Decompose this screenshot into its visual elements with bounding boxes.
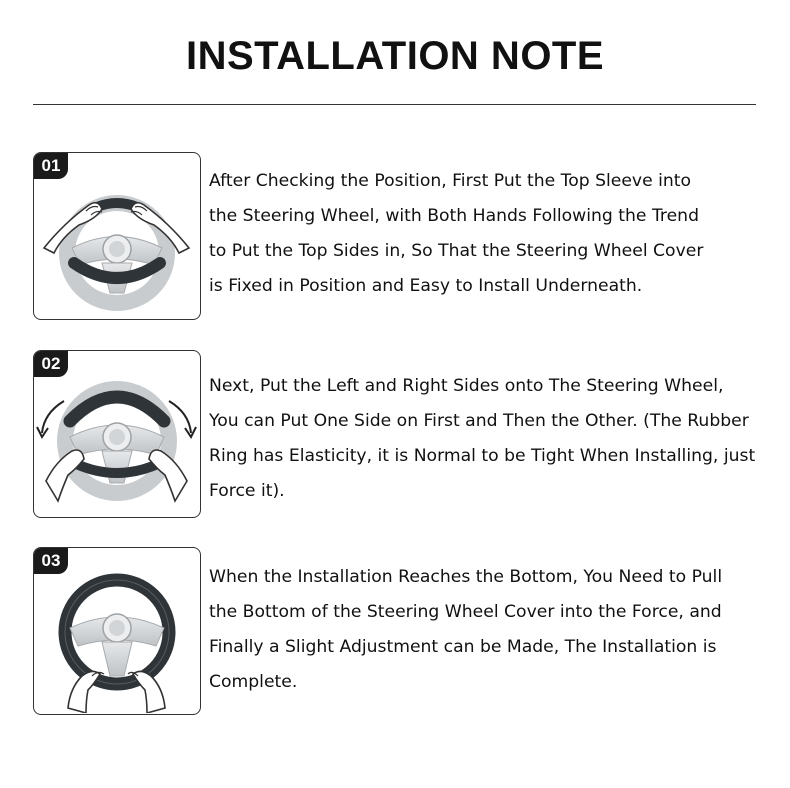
step-2-illustration xyxy=(33,350,201,518)
page-title: INSTALLATION NOTE xyxy=(185,34,605,78)
step-1-line-4: is Fixed in Position and Easy to Install Underneath. xyxy=(209,276,643,296)
step-1-number-badge: 01 xyxy=(34,153,68,179)
step-1-line-3: to Put the Top Sides in, So That the Steering Wheel Cover xyxy=(209,241,704,261)
step-3-illustration xyxy=(33,547,201,715)
step-1-line-2: the Steering Wheel, with Both Hands Following the Trend xyxy=(209,206,699,226)
step-1-line-1: After Checking the Position, First Put the Top Sleeve into xyxy=(209,171,692,191)
step-3-line-3: Finally a Slight Adjustment can be Made, The Installation is xyxy=(209,637,717,657)
step-1-description xyxy=(209,164,787,304)
step-2-number-badge: 02 xyxy=(34,351,68,377)
title-divider xyxy=(33,104,756,105)
step-3-line-4: Complete. xyxy=(209,672,298,692)
step-3-line-1: When the Installation Reaches the Bottom, You Need to Pull xyxy=(209,567,723,587)
step-2-line-3: Ring has Elasticity, it is Normal to be Tight When Installing, just xyxy=(209,446,756,466)
step-3-description xyxy=(209,560,787,700)
step-3-number-badge: 03 xyxy=(34,548,68,574)
step-2-description xyxy=(209,369,787,509)
step-1-illustration xyxy=(33,152,201,320)
step-2-line-4: Force it). xyxy=(209,481,285,501)
step-2-line-2: You can Put One Side on First and Then the Other. (The Rubber xyxy=(209,411,749,431)
step-3-line-2: the Bottom of the Steering Wheel Cover into the Force, and xyxy=(209,602,722,622)
step-2-line-1: Next, Put the Left and Right Sides onto The Steering Wheel, xyxy=(209,376,724,396)
